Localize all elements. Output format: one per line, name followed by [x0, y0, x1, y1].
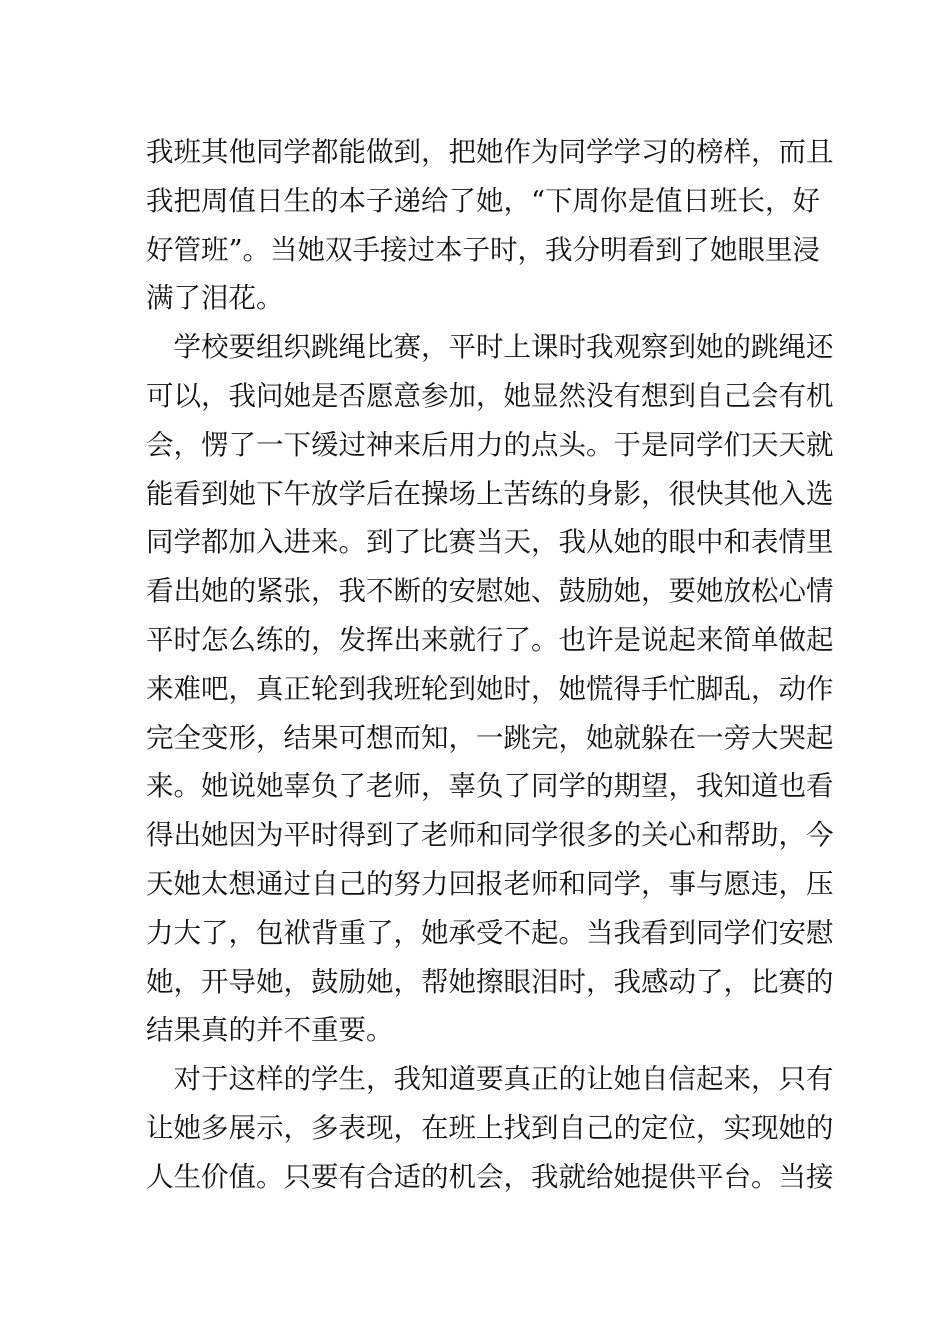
text-line-2: 我把周值日生的本子递给了她，“下周你是值日班长，好: [146, 184, 821, 217]
text-line-4: 满了泪花。: [146, 282, 284, 315]
text-line-12: 来难吧，真正轮到我班轮到她时，她慌得手忙脚乱，动作: [146, 672, 834, 705]
text-line-18: 她，开导她，鼓励她，帮她擦眼泪时，我感动了，比赛的: [146, 965, 834, 998]
text-line-9: 同学都加入进来。到了比赛当天，我从她的眼中和表情里: [146, 526, 834, 559]
text-line-5: 学校要组织跳绳比赛，平时上课时我观察到她的跳绳还: [146, 331, 834, 364]
text-line-6: 可以，我问她是否愿意参加，她显然没有想到自己会有机: [146, 379, 834, 412]
text-line-16: 天她太想通过自己的努力回报老师和同学，事与愿违，压: [146, 867, 834, 900]
text-line-19: 结果真的并不重要。: [146, 1014, 394, 1047]
text-line-21: 让她多展示，多表现，在班上找到自己的定位，实现她的: [146, 1111, 834, 1144]
text-line-1: 我班其他同学都能做到，把她作为同学学习的榜样，而且: [146, 136, 834, 168]
text-line-15: 得出她因为平时得到了老师和同学很多的关心和帮助，今: [146, 819, 834, 852]
text-line-22: 人生价值。只要有合适的机会，我就给她提供平台。当接: [146, 1160, 834, 1193]
text-line-13: 完全变形，结果可想而知，一跳完，她就躲在一旁大哭起: [146, 721, 834, 754]
text-line-7: 会，愣了一下缓过神来后用力的点头。于是同学们天天就: [146, 428, 834, 461]
text-line-14: 来。她说她辜负了老师，辜负了同学的期望，我知道也看: [146, 770, 834, 803]
text-line-3: 好管班”。当她双手接过本子时，我分明看到了她眼里浸: [146, 233, 821, 266]
text-line-11: 平时怎么练的，发挥出来就行了。也许是说起来简单做起: [146, 623, 834, 656]
text-line-20: 对于这样的学生，我知道要真正的让她自信起来，只有: [146, 1063, 834, 1096]
text-line-17: 力大了，包袱背重了，她承受不起。当我看到同学们安慰: [146, 916, 834, 949]
text-line-10: 看出她的紧张，我不断的安慰她、鼓励她，要她放松心情: [146, 575, 834, 608]
text-line-8: 能看到她下午放学后在操场上苦练的身影，很快其他入选: [146, 477, 834, 510]
body-text: [146, 128, 834, 1202]
